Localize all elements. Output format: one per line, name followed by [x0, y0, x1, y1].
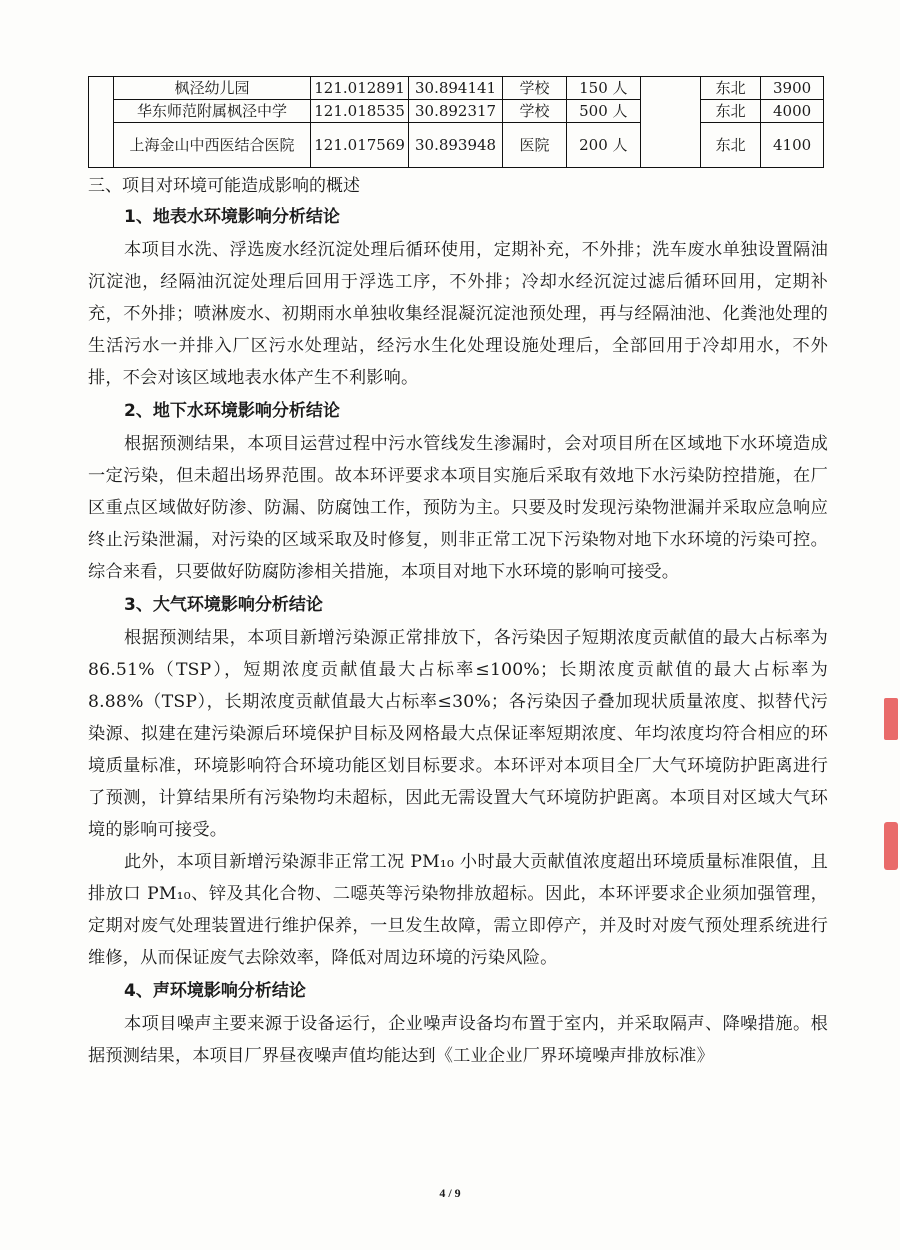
latitude: 30.893948 — [408, 123, 502, 168]
longitude: 121.017569 — [311, 123, 409, 168]
direction: 东北 — [701, 77, 761, 100]
target-type: 学校 — [503, 100, 567, 123]
direction: 东北 — [701, 100, 761, 123]
distance: 3900 — [761, 77, 824, 100]
longitude: 121.012891 — [311, 77, 409, 100]
subsection-heading-surface-water: 1、地表水环境影响分析结论 — [124, 207, 340, 227]
target-name: 华东师范附属枫泾中学 — [113, 100, 311, 123]
paragraph: 根据预测结果，本项目运营过程中污水管线发生渗漏时，会对项目所在区域地下水环境造成一定污染，但未超出场界范围。故本环评要求本项目实施后采取有效地下水污染防控措施，在厂区重点区域做好防渗、防漏、防腐蚀工作，预防为主。只要及时发现污染物泄漏并采取应急响应终止污染泄漏，对污染的区域采取及时修复，则非正常工况下污染物对地下水环境的污染可控。综合来看，只要做好防腐防渗相关措施，本项目对地下水环境的影响可接受。 — [88, 434, 828, 582]
direction: 东北 — [701, 123, 761, 168]
distance: 4100 — [761, 123, 824, 168]
target-name: 上海金山中西医结合医院 — [113, 123, 311, 168]
table-row — [89, 123, 824, 168]
longitude: 121.018535 — [311, 100, 409, 123]
target-scale: 150 人 — [566, 77, 640, 100]
paragraph: 此外，本项目新增污染源非正常工况 PM₁₀ 小时最大贡献值浓度超出环境质量标准限值，且排放口 PM₁₀、锌及其化合物、二噁英等污染物排放超标。因此，本环评要求企业须加强管理，定期对废气处理装置进行维护保养，一旦发生故障，需立即停产，并及时对废气预处理系统进行维修，从而保证废气去除效率，降低对周边环境的污染风险。 — [88, 852, 828, 968]
target-type: 学校 — [503, 77, 567, 100]
document-body — [88, 172, 828, 1072]
page-number: 4 / 9 — [439, 1186, 461, 1200]
table-row — [89, 100, 824, 123]
target-type: 医院 — [503, 123, 567, 168]
paragraph: 本项目水洗、浮选废水经沉淀处理后循环使用，定期补充，不外排；洗车废水单独设置隔油沉淀池，经隔油沉淀处理后回用于浮选工序，不外排；冷却水经沉淀过滤后循环回用，定期补充，不外排；喷淋废水、初期雨水单独收集经混凝沉淀池预处理，再与经隔油池、化粪池处理的生活污水一并排入厂区污水处理站，经污水生化处理设施处理后，全部回用于冷却用水，不外排，不会对该区域地表水体产生不利影响。 — [88, 240, 828, 388]
table-cell-blank — [640, 77, 700, 168]
seal-stamp-fragment — [884, 698, 898, 740]
subsection-heading-noise: 4、声环境影响分析结论 — [124, 981, 306, 1001]
latitude: 30.894141 — [408, 77, 502, 100]
section-heading: 三、项目对环境可能造成影响的概述 — [88, 176, 360, 196]
distance: 4000 — [761, 100, 824, 123]
target-scale: 200 人 — [566, 123, 640, 168]
table-row — [89, 77, 824, 100]
target-name: 枫泾幼儿园 — [113, 77, 311, 100]
subsection-heading-groundwater: 2、地下水环境影响分析结论 — [124, 401, 340, 421]
paragraph: 本项目噪声主要来源于设备运行，企业噪声设备均布置于室内，并采取隔声、降噪措施。根据预测结果，本项目厂界昼夜噪声值均能达到《工业企业厂界环境噪声排放标准》 — [88, 1014, 828, 1066]
sensitive-targets-table — [88, 76, 824, 168]
seal-stamp-fragment — [884, 822, 898, 870]
target-scale: 500 人 — [566, 100, 640, 123]
table-cell-blank — [89, 77, 114, 168]
subsection-heading-atmosphere: 3、大气环境影响分析结论 — [124, 595, 323, 615]
latitude: 30.892317 — [408, 100, 502, 123]
paragraph: 根据预测结果，本项目新增污染源正常排放下，各污染因子短期浓度贡献值的最大占标率为 86.51%（TSP），短期浓度贡献值最大占标率≤100%；长期浓度贡献值的最大占标率为 8.88%（TSP），长期浓度贡献值最大占标率≤30%；各污染因子叠加现状质量浓度、拟替代污染源、拟建在建污染源后环境保护目标及网格最大点保证率短期浓度、年均浓度均符合相应的环境质量标准，环境影响符合环境功能区划目标要求。本环评对本项目全厂大气环境防护距离进行了预测，计算结果所有污染物均未超标，因此无需设置大气环境防护距离。本项目对区域大气环境的影响可接受。 — [88, 628, 828, 840]
